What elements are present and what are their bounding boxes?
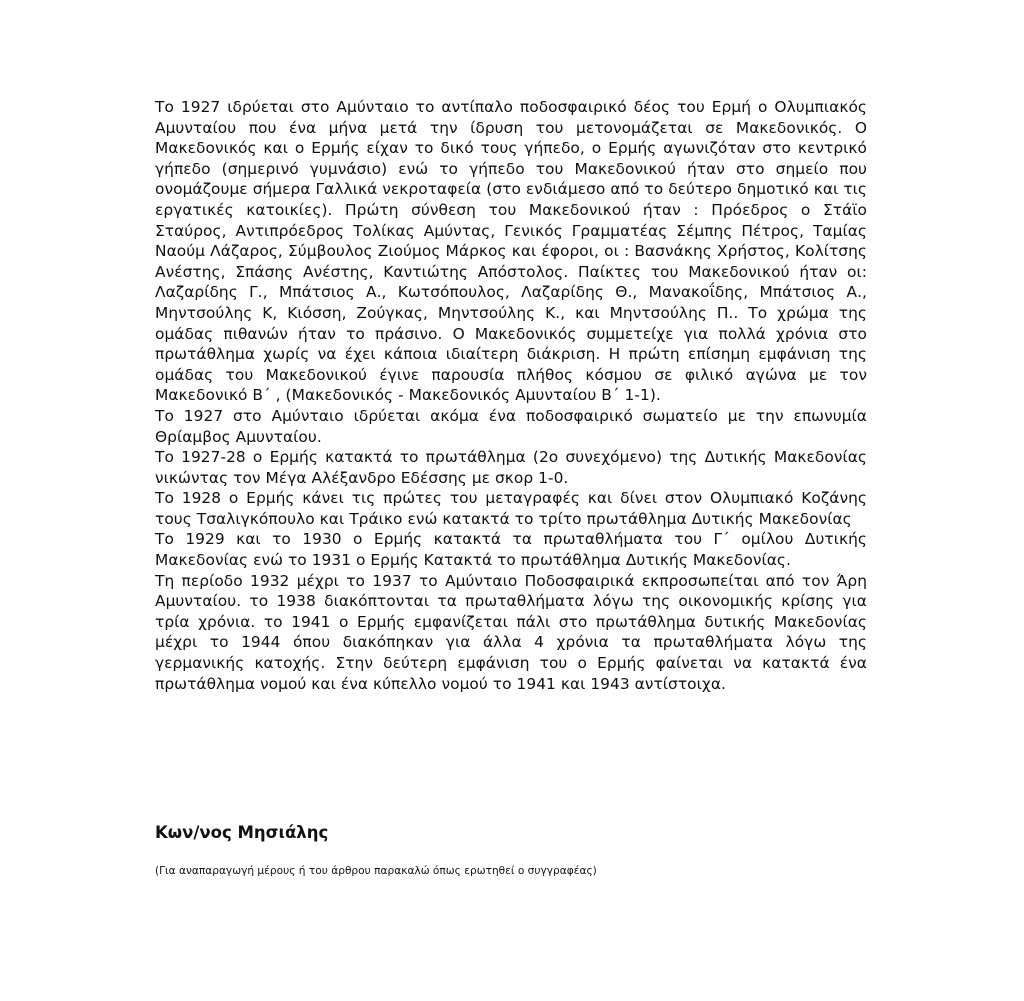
paragraph-makedonikos-history: Το 1927 ιδρύεται στο Αμύνταιο το αντίπαλο ποδοσφαιρικό δέος του Ερμή ο Ολυμπιακός Αμυνταίου που ένα μήνα μετά την ίδρυση του μετονομάζεται σε Μακεδονικός. Ο Μακεδονικός και ο Ερμής είχαν το δικό τους γήπεδο, ο Ερμής αγωνιζόταν στο κεντρικό γήπεδο (σημερινό γυμνάσιο) ενώ το γήπεδο του Μακεδονικού ήταν στο σημείο που ονομάζουμε σήμερα Γαλλικά νεκροταφεία (στο ενδιάμεσο από το δεύτερο δημοτικό και τις εργατικές κατοικίες). Πρώτη σύνθεση του Μακεδονικού ήταν : Πρόεδρος ο Στάϊο Σταύρος, Αντιπρόεδρος Τολίκας Αμύντας, Γενικός Γραμματέας Σέμπης Πέτρος, Ταμίας Ναούμ Λάζαρος, Σύμβουλος Ζιούμος Μάρκος και έφοροι, οι : Βασνάκης Χρήστος, Κολίτσης Ανέστης, Σπάσης Ανέστης, Καντιώτης Απόστολος. Παίκτες του Μακεδονικού ήταν οι: Λαζαρίδης Γ., Μπάτσιος Α., Κωτσόπουλος, Λαζαρίδης Θ., Μανακοΐδης, Μπάτσιος Α., Μηντσούλης Κ, Κιόσση, Ζούγκας, Μηντσούλης Κ., και Μηντσούλης Π.. Το χρώμα της ομάδας πιθανών ήταν το πράσινο. Ο Μακεδονικός συμμετείχε για πολλά χρόνια στο πρωτάθλημα χωρίς να έχει κάποια ιδιαίτερη διάκριση. Η πρώτη επίσημη εμφάνιση της ομάδας του Μακεδονικού έγινε παρουσία πλήθος κόσμου σε φιλικό αγώνα με τον Μακεδονικό Β΄ , (Μακεδονικός - Μακεδονικός Αμυνταίου Β΄ 1-1). [155, 98, 867, 405]
paragraph-1927-28-championship: Το 1927-28 ο Ερμής κατακτά το πρωτάθλημα (2ο συνεχόμενο) της Δυτικής Μακεδονίας νικώντας τον Μέγα Αλέξανδρο Εδέσσης με σκορ 1-0. [155, 448, 867, 487]
paragraph-1932-1944-period: Τη περίοδο 1932 μέχρι το 1937 το Αμύνταιο Ποδοσφαιρικά εκπροσωπείται από τον Άρη Αμυνταίου. το 1938 διακόπτονται τα πρωταθλήματα λόγω της οικονομικής κρίσης για τρία χρόνια. το 1941 ο Ερμής εμφανίζεται πάλι στο πρωτάθλημα δυτικής Μακεδονίας μέχρι το 1944 όπου διακόπηκαν για άλλα 4 χρόνια τα πρωταθλήματα λόγω της γερμανικής κατοχής. Στην δεύτερη εμφάνιση του ο Ερμής φαίνεται να κατακτά ένα πρωτάθλημα νομού και ένα κύπελλο νομού το 1941 και 1943 αντίστοιχα. [155, 571, 867, 693]
author-signature: Κων/νος Μησιάλης [155, 823, 329, 842]
article-body [155, 97, 867, 694]
paragraph-1929-1931-championships: Το 1929 και το 1930 ο Ερμής κατακτά τα πρωταθλήματα του Γ΄ ομίλου Δυτικής Μακεδονίας ενώ το 1931 ο Ερμής Κατακτά το πρωτάθλημα Δυτικής Μακεδονίας. [155, 530, 867, 570]
reproduction-note: (Για αναπαραγωγή μέρους ή του άρθρου παρακαλώ όπως ερωτηθεί ο συγγραφέας) [155, 865, 597, 877]
paragraph-thriamvos-founding: Το 1927 στο Αμύνταιο ιδρύεται ακόμα ένα ποδοσφαιρικό σωματείο με την επωνυμία Θρίαμβος Αμυνταίου. [155, 406, 867, 446]
paragraph-1928-transfers: Το 1928 ο Ερμής κάνει τις πρώτες του μεταγραφές και δίνει στον Ολυμπιακό Κοζάνης τους Τσαλιγκόπουλο και Τράικο ενώ κατακτά το τρίτο πρωτάθλημα Δυτικής Μακεδονίας [155, 489, 867, 528]
